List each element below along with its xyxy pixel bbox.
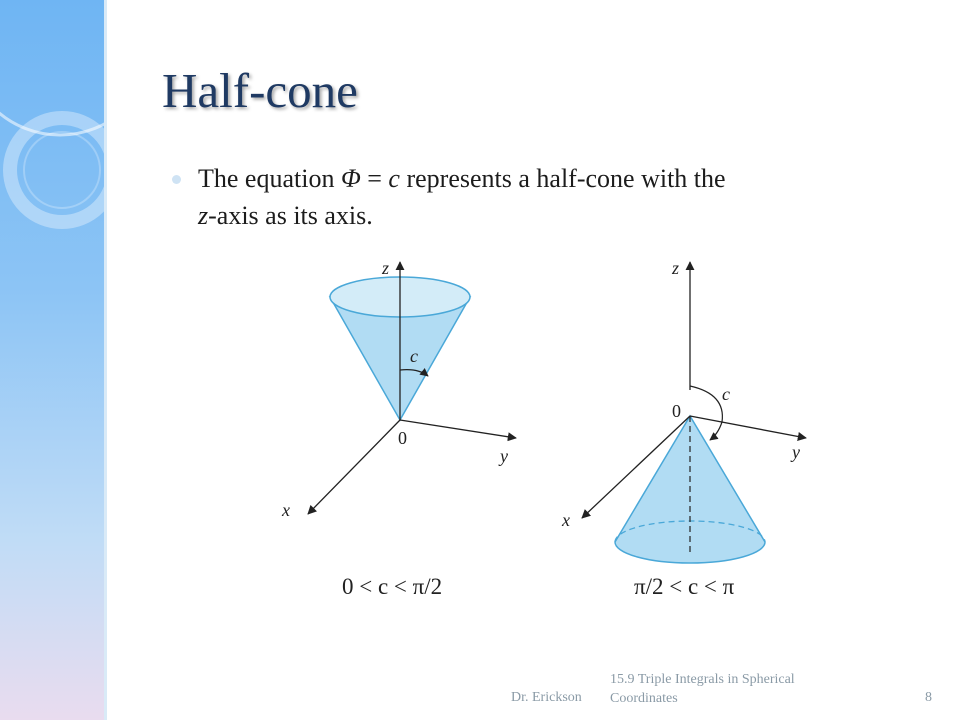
right-y-axis xyxy=(690,416,806,438)
bullet-text-part: represents a half-cone with the xyxy=(399,164,726,193)
right-angle-label: c xyxy=(722,384,730,404)
left-angle-label: c xyxy=(410,346,418,366)
left-x-label: x xyxy=(282,500,290,520)
footer-page-number: 8 xyxy=(925,690,932,705)
bullet-text-part: The equation xyxy=(198,164,341,193)
bullet-text xyxy=(198,160,898,234)
bullet-text-part: = xyxy=(360,164,389,193)
left-z-label: z xyxy=(382,258,390,278)
right-origin-label: 0 xyxy=(672,401,681,421)
left-x-axis xyxy=(308,420,400,514)
bullet-marker xyxy=(172,175,181,184)
sidebar-edge xyxy=(104,0,107,720)
footer-author: Dr. Erickson xyxy=(511,690,582,705)
right-y-label: y xyxy=(792,442,800,462)
half-cone-figure xyxy=(270,250,830,610)
slide-title: Half-cone xyxy=(162,63,358,118)
bullet-text-part: -axis as its axis. xyxy=(208,201,373,230)
decorative-circles xyxy=(0,0,107,720)
z-symbol: z xyxy=(198,201,209,230)
decorative-sidebar xyxy=(0,0,107,720)
right-x-label: x xyxy=(562,510,570,530)
c-symbol: c xyxy=(388,164,400,193)
left-caption: 0 < c < π/2 xyxy=(342,574,443,599)
right-cone-plot xyxy=(561,258,806,599)
left-cone-plot xyxy=(281,258,516,599)
left-y-label: y xyxy=(500,446,508,466)
left-y-axis xyxy=(400,420,516,438)
left-origin-label: 0 xyxy=(398,428,407,448)
phi-symbol: Φ xyxy=(340,164,361,193)
right-z-label: z xyxy=(672,258,680,278)
footer-section: 15.9 Triple Integrals in Spherical Coordinates xyxy=(610,672,795,706)
right-caption: π/2 < c < π xyxy=(634,574,735,599)
